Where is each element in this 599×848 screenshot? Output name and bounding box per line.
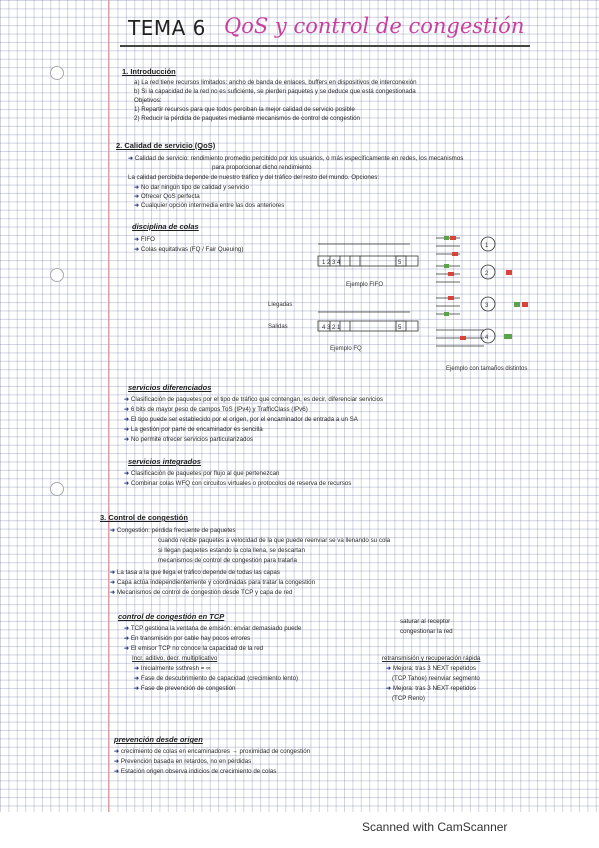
arrow-bullet-icon: ➜: [110, 589, 117, 596]
arrow-bullet-icon: ➜: [134, 685, 141, 692]
text-line: ➜ Mejora: tras 3 NEXT repetidos: [386, 685, 477, 692]
arrow-bullet-icon: ➜: [128, 155, 135, 162]
text-line: ➜ Clasificación de paquetes por el tipo de tráfico que contengan, es decir, diferenciar servicios: [124, 396, 384, 403]
arrow-bullet-icon: ➜: [124, 480, 131, 487]
arrow-bullet-icon: ➜: [134, 202, 141, 209]
text-line: ➜ Combinar colas WFQ con circuitos virtuales o protocolos de reserva de recursos: [124, 480, 352, 487]
text-line: ➜ Calidad de servicio: rendimiento promedio percibido por los usuarios, o más específicamente en redes, los mecanismos: [128, 155, 464, 162]
arrow-bullet-icon: ➜: [124, 470, 131, 477]
section-heading: 1. Introducción: [122, 67, 176, 76]
margin-line: [108, 0, 109, 812]
text-line: si llegan paquetes estando la cola llena, se descartan: [158, 547, 305, 554]
text-line: 1) Repartir recursos para que todos perciban la mejor calidad de servicio posible: [134, 106, 355, 113]
text-line: ➜ La tasa a la que llega el tráfico depende de todas las capas: [110, 569, 280, 576]
fifo-queue-label: 1 2 3 4: [322, 260, 341, 266]
arrow-bullet-icon: ➜: [110, 579, 117, 586]
list-item: ➜ FIFO: [134, 236, 155, 243]
fq-example-label: Ejemplo FQ: [330, 346, 362, 352]
text-line: ➜ Ofrecer QoS perfecta: [134, 193, 200, 200]
arrow-bullet-icon: ➜: [124, 645, 131, 652]
binder-hole: [50, 66, 64, 80]
fifo-example-label: Ejemplo FIFO: [346, 282, 384, 288]
arrow-bullet-icon: ➜: [124, 406, 131, 413]
circle-number: 4: [485, 335, 489, 341]
retrans-heading: retransmisión y recuperación rápida: [382, 655, 481, 662]
text-line: Incr. aditivo, decr. multiplicativo: [132, 655, 218, 662]
salidas-label: Salidas: [268, 324, 288, 330]
text-line: mecanismos de control de congestión para tratarla: [158, 557, 297, 564]
text-line: ➜ Mejora: tras 3 NEXT repetidos: [386, 665, 477, 672]
section-heading: 3. Control de congestión: [100, 513, 188, 522]
text-line: ➜ 6 bits de mayor peso de campos ToS (IPv4) y TrafficClass (IPv6): [124, 406, 308, 413]
circle-number: 1: [485, 243, 489, 249]
subsection-heading: servicios integrados: [128, 457, 201, 466]
text-line: a) La red tiene recursos limitados: ancho de banda de enlaces, buffers en dispositivos de interconexión: [134, 79, 417, 86]
text-line: Objetivos:: [134, 97, 162, 104]
text-line: ➜ Estación origen observa indicios de crecimiento de colas: [114, 768, 277, 775]
circle-number: 3: [485, 303, 489, 309]
tema-label: TEMA 6: [128, 16, 206, 40]
side-note: saturar al receptor: [400, 618, 451, 625]
binder-hole: [50, 482, 64, 496]
fq-queue-label: 4 3 2 1: [322, 325, 341, 331]
arrow-bullet-icon: ➜: [124, 416, 131, 423]
text-line: ➜ Mecanismos de control de congestión desde TCP y capa de red: [110, 589, 293, 596]
text-line: ➜ Congestión: pérdida frecuente de paquetes: [110, 527, 236, 534]
fifo-out-label: 5: [398, 260, 402, 266]
fq-out-label: 5: [398, 325, 402, 331]
text-line: b) Si la capacidad de la red no es suficiente, se pierden paquetes y se deduce que está congestionada: [134, 88, 416, 95]
llegadas-label: Llegadas: [268, 302, 293, 308]
subsection-heading: disciplina de colas: [132, 222, 199, 231]
arrow-bullet-icon: ➜: [124, 635, 131, 642]
text-line: La calidad percibida depende de nuestro tráfico y del tráfico del resto del mundo. Opciones:: [128, 174, 380, 181]
arrow-bullet-icon: ➜: [114, 748, 121, 755]
text-line: ➜ Cualquier opción intermedia entre las dos anteriores: [134, 202, 285, 209]
arrow-bullet-icon: ➜: [134, 184, 141, 191]
text-line: ➜ Capa actúa independientemente y coordinadas para tratar la congestión: [110, 579, 316, 586]
text-line: ➜ crecimiento de colas en encaminadores → proximidad de congestión: [114, 748, 311, 755]
arrow-bullet-icon: ➜: [134, 193, 141, 200]
text-line: cuando recibe paquetes a velocidad de la que puede reenviar se va llenando su cola: [158, 537, 391, 544]
text-line: ➜ El tipo puede ser establecido por el origen, por el encaminador de entrada a un SA: [124, 416, 358, 423]
text-line: (TCP Reno): [392, 695, 425, 702]
arrow-bullet-icon: ➜: [110, 527, 117, 534]
side-note: congestionar la red: [400, 628, 453, 635]
subsection-heading: control de congestión en TCP: [118, 612, 225, 621]
text-line: ➜ No dar ningún tipo de calidad y servicio: [134, 184, 249, 191]
distintos-label: Ejemplo con tamaños distintos: [446, 366, 528, 372]
section-heading: 2. Calidad de servicio (QoS): [116, 141, 216, 150]
arrow-bullet-icon: ➜: [386, 665, 393, 672]
text-line: ➜ Prevención basada en retardos, no en pérdidas: [114, 758, 252, 765]
text-line: (TCP Tahoe) reenviar segmento: [392, 675, 480, 682]
text-line: ➜ TCP gestiona la ventana de emisión: enviar demasiado puede: [124, 625, 302, 632]
arrow-bullet-icon: ➜: [124, 436, 131, 443]
text-line: ➜ Fase de prevención de congestión: [134, 685, 236, 692]
title-underline: [120, 45, 530, 47]
list-item: ➜ Colas equitativas (FQ / Fair Queuing): [134, 246, 244, 253]
text-line: ➜ Clasificación de paquetes por flujo al que pertenezcan: [124, 470, 280, 477]
text-line: ➜ En transmisión por cable hay pocos errores: [124, 635, 251, 642]
arrow-bullet-icon: ➜: [134, 665, 141, 672]
queue-diagram: [260, 226, 560, 376]
subsection-heading: servicios diferenciados: [128, 383, 212, 392]
arrow-bullet-icon: ➜: [134, 236, 141, 243]
arrow-bullet-icon: ➜: [134, 246, 141, 253]
scanner-footer: Scanned with CamScanner: [362, 820, 508, 834]
arrow-bullet-icon: ➜: [124, 625, 131, 632]
text-line: ➜ La gestión por parte de encaminador es sencilla: [124, 426, 263, 433]
binder-hole: [50, 268, 64, 282]
text-line: 2) Reducir la pérdida de paquetes mediante mecanismos de control de congestión: [134, 115, 360, 122]
arrow-bullet-icon: ➜: [386, 685, 393, 692]
text-line: ➜ Fase de descubrimiento de capacidad (crecimiento lento): [134, 675, 299, 682]
arrow-bullet-icon: ➜: [124, 426, 131, 433]
arrow-bullet-icon: ➜: [134, 675, 141, 682]
arrow-bullet-icon: ➜: [114, 768, 121, 775]
arrow-bullet-icon: ➜: [114, 758, 121, 765]
subsection-heading: prevención desde origen: [114, 735, 203, 744]
arrow-bullet-icon: ➜: [124, 396, 131, 403]
text-line: ➜ Inicialmente ssthresh = ∞: [134, 665, 211, 672]
text-line: ➜ No permite ofrecer servicios particularizados: [124, 436, 253, 443]
circle-number: 2: [485, 271, 489, 277]
arrow-bullet-icon: ➜: [110, 569, 117, 576]
text-line: ➜ El emisor TCP no conoce la capacidad de la red: [124, 645, 264, 652]
page-title: QoS y control de congestión: [224, 14, 525, 38]
text-line: para proporcionar dicho rendimiento: [212, 164, 312, 171]
